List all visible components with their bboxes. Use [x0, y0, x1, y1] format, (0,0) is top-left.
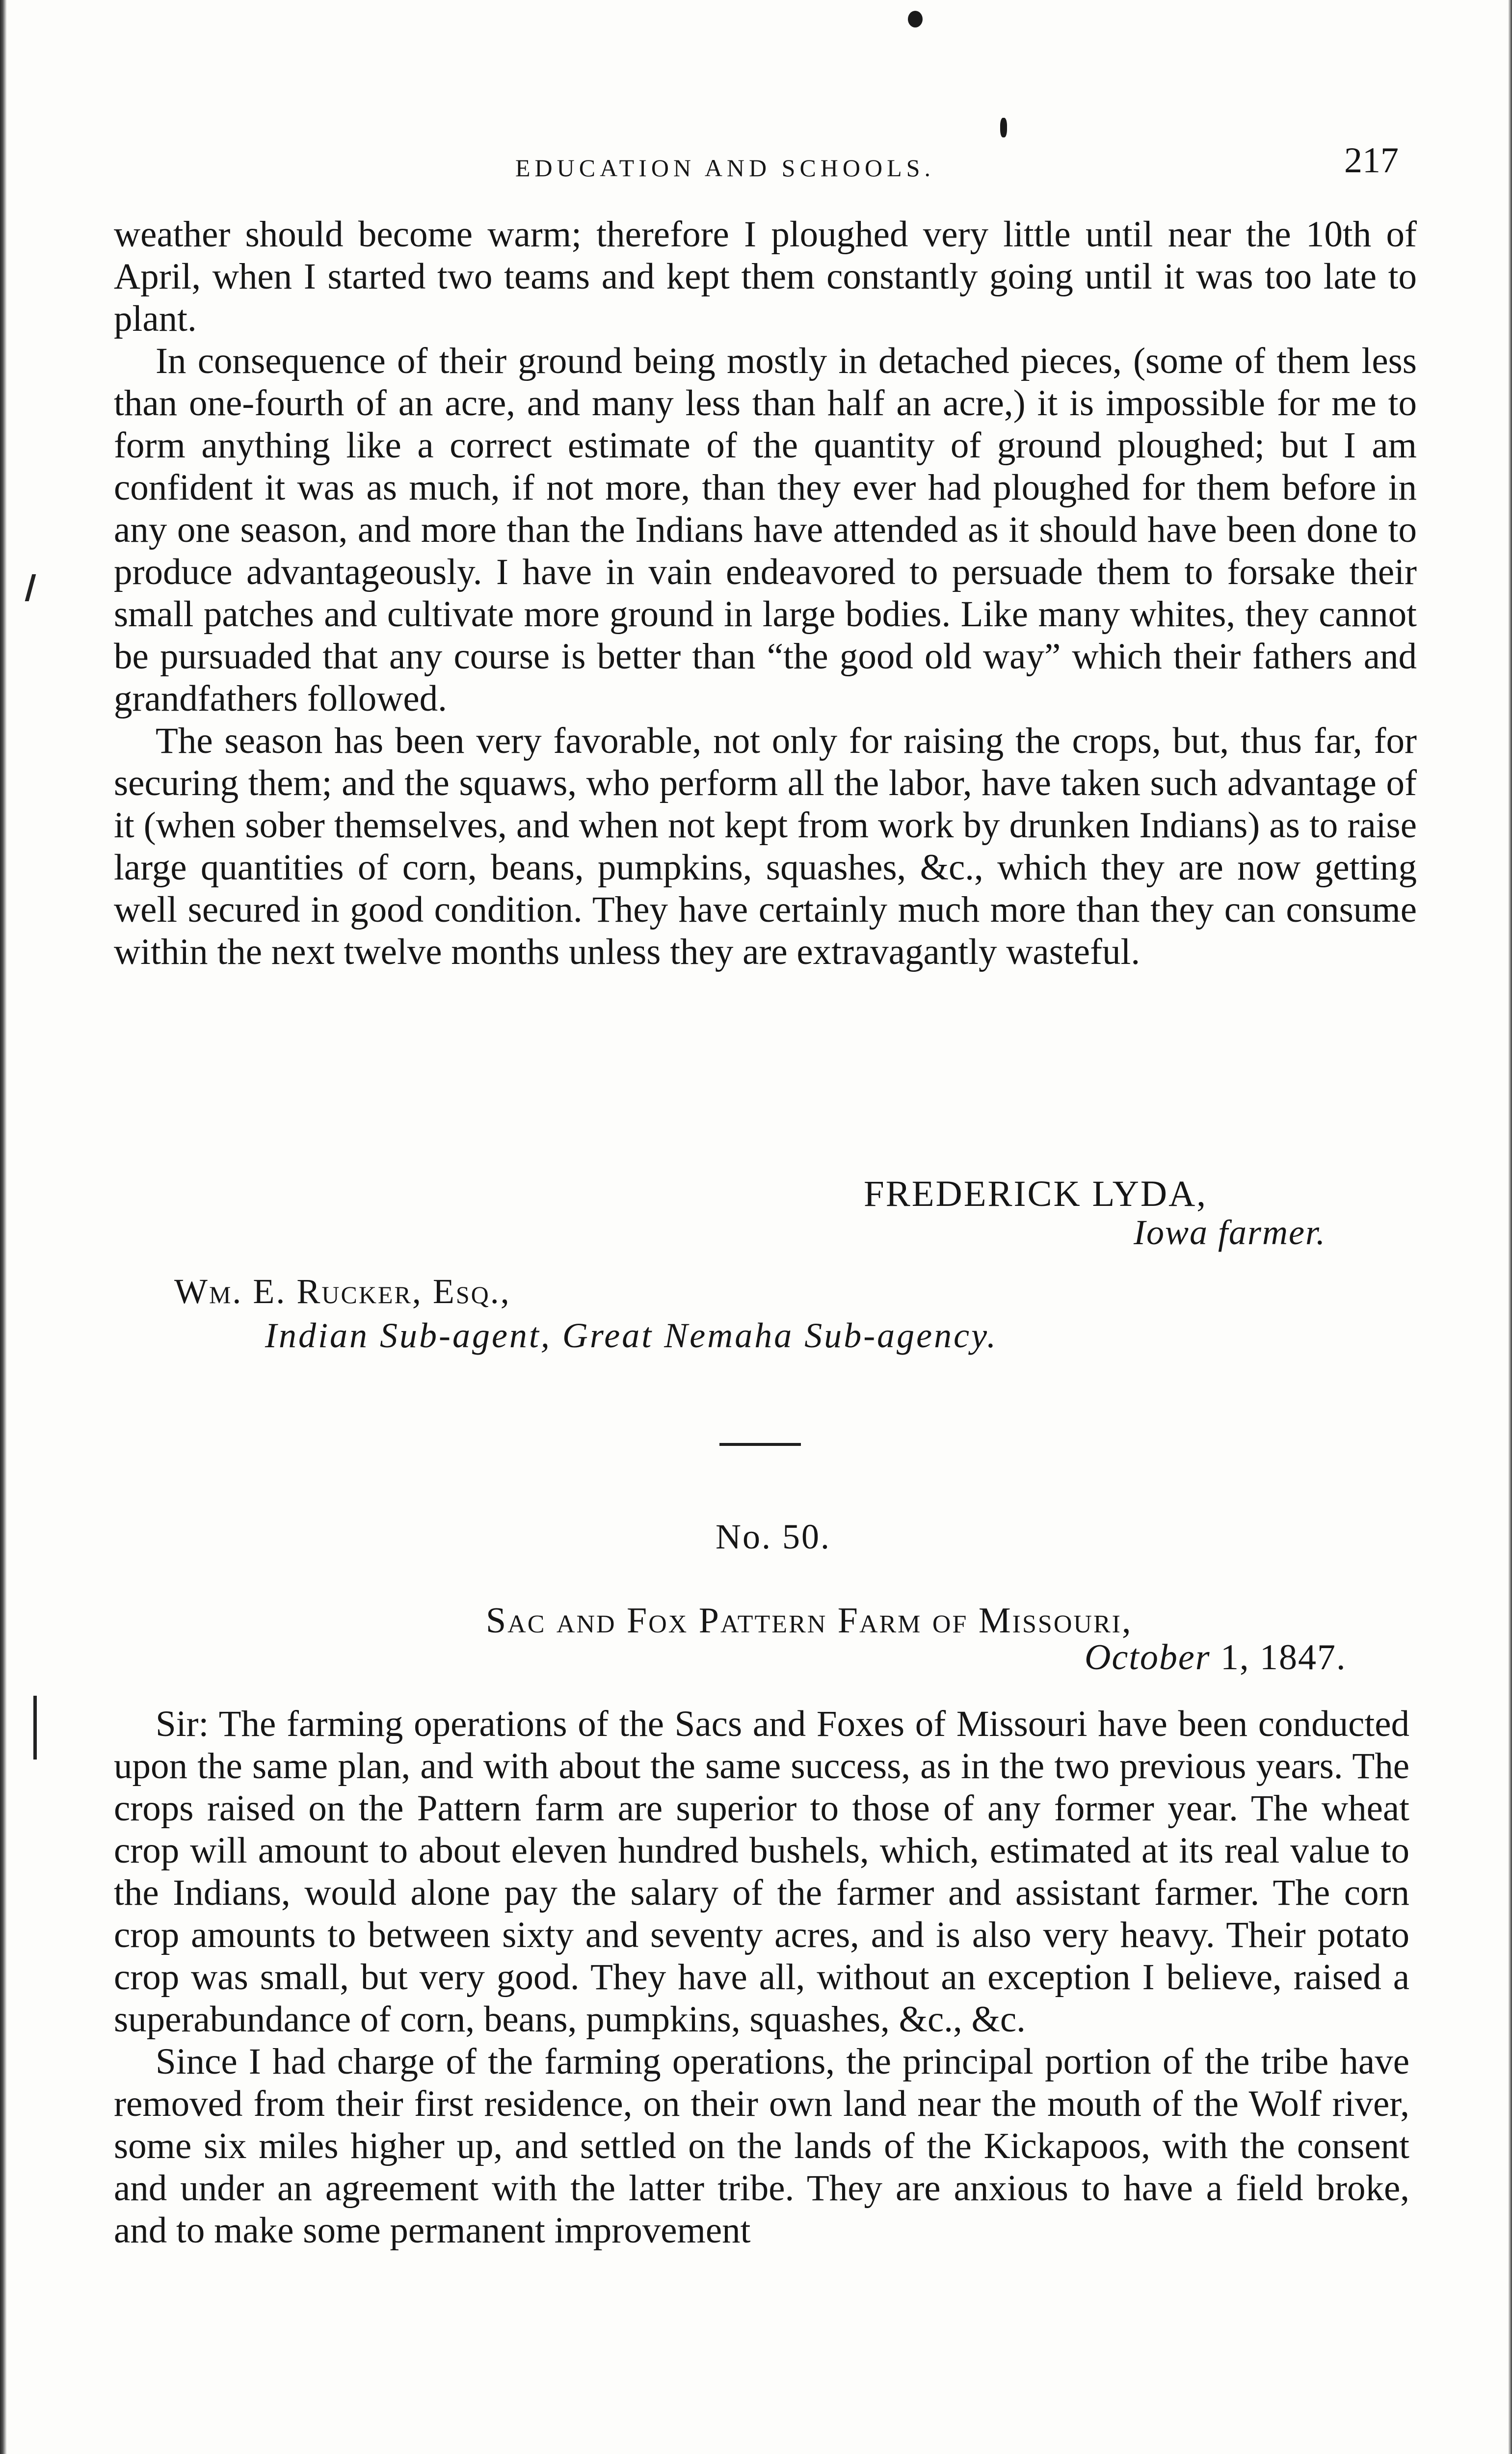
margin-mark — [33, 1696, 37, 1760]
dateline-month: October — [1085, 1637, 1211, 1678]
signature-name: FREDERICK LYDA, — [864, 1174, 1208, 1214]
letter1-paragraph: In consequence of their ground being mostly in detached pieces, (some of them less than one-fourth of an acre, and many less than half an acre,) it is impossible for me to form anything like a correct estimate of the quantity of ground ploughed; but I am confident it was as much, if not more, than they ever had ploughed for them before in any one season, and more than the Indians have attended as it should have been done to produce advantageously. I have in vain endeavored to persuade them to forsake their small patches and cultivate more ground in large bodies. Like many whites, they cannot be pursuaded that any course is better than “the good old way” which their fathers and grandfathers followed. — [114, 341, 1417, 719]
letter1-paragraph: The season has been very favorable, not only for raising the crops, but, thus far, for securing them; and the squaws, who perform all the labor, have taken such advantage of it (when sober themselves, and when not kept from work by drunken Indians) as to raise large quantities of corn, beans, pumpkins, squashes, &c., which they are now getting well secured in good condition. They have certainly much more than they can consume within the next twelve months unless they are extravagantly wasteful. — [114, 720, 1417, 972]
running-head-title: EDUCATION AND SCHOOLS. — [515, 154, 935, 182]
addressee-title: Indian Sub-agent, Great Nemaha Sub-agency. — [265, 1316, 998, 1355]
dateline-date — [1085, 1637, 1347, 1679]
section-rule — [719, 1443, 801, 1446]
dateline-place: Sac and Fox Pattern Farm of Missouri, — [486, 1600, 1133, 1641]
signature-title: Iowa farmer. — [1134, 1213, 1326, 1252]
running-header — [113, 130, 1399, 189]
page-number: 217 — [1344, 140, 1399, 181]
letter2-paragraph: Sir: The farming operations of the Sacs and Foxes of Missouri have been conducted upon the same plan, and with about the same success, as in the two previous years. The crops raised on the Pattern farm are superior to those of any former year. The wheat crop will amount to about eleven hundred bushels, which, estimated at its real value to the Indians, would alone pay the salary of the farmer and assistant farmer. The corn crop amounts to between sixty and seventy acres, and is also very heavy. Their potato crop was small, but very good. They have all, without an exception I believe, raised a superabundance of corn, beans, pumpkins, squashes, &c., &c. — [114, 1704, 1409, 2040]
ink-blot — [908, 11, 923, 27]
letter2-body — [114, 1703, 1409, 2252]
dateline-day-year: 1, 1847. — [1220, 1637, 1347, 1678]
letter2-paragraph: Since I had charge of the farming operations, the principal portion of the tribe have removed from their first residence, on their own land near the mouth of the Wolf river, some six miles higher up, and settled on the lands of the Kickapoos, with the consent and under an agreement with the latter tribe. They are anxious to have a field broke, and to make some permanent improvement — [114, 2041, 1409, 2251]
scan-edge-right — [1508, 0, 1512, 2454]
scan-edge-left — [0, 0, 7, 2454]
addressee-name: Wm. E. Rucker, Esq., — [174, 1272, 511, 1311]
document-number: No. 50. — [716, 1517, 831, 1556]
letter1-paragraph: weather should become warm; therefore I ploughed very little until near the 10th of April, when I started two teams and kept them constantly going until it was too late to plant. — [114, 214, 1417, 339]
margin-mark — [25, 574, 36, 601]
letter1-body — [114, 213, 1417, 973]
